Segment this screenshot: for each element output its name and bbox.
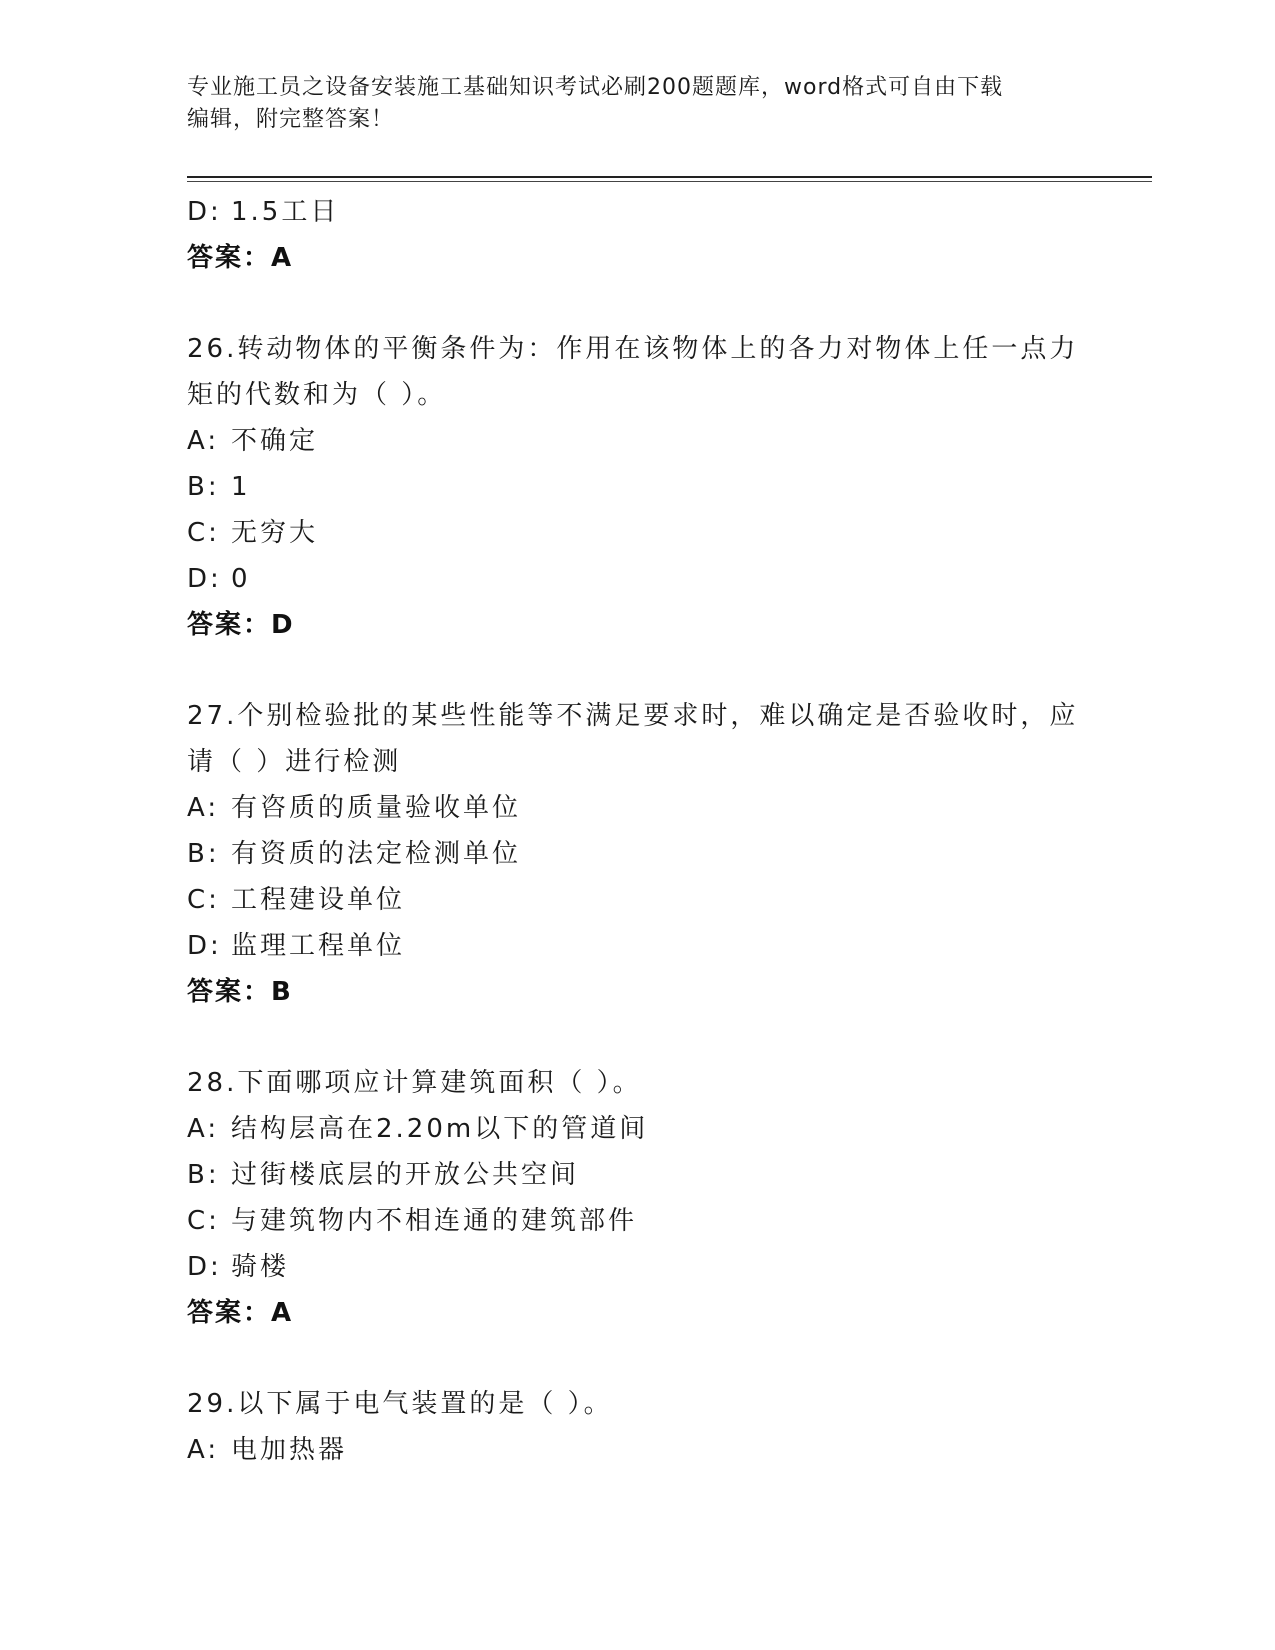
option-key: D: [187,564,222,594]
option-b [187,464,1087,510]
option-c [187,510,1087,556]
option-key: B: [187,839,220,869]
question-27 [187,693,1087,1015]
option-key: D: [187,197,222,227]
option-key: A: [187,1114,220,1144]
question-stem-line: 26.转动物体的平衡条件为：作用在该物体上的各力对物体上任一点力 [187,334,1079,364]
option-b [187,831,1087,877]
option-text: 有资质的法定检测单位 [231,839,522,869]
option-key: B: [187,472,220,502]
answer-line: 答案：B [187,977,293,1007]
header-line-1: 专业施工员之设备安装施工基础知识考试必刷200题题库，word格式可自由下载 [187,75,1004,100]
option-key: D: [187,1252,222,1282]
option-text: 监理工程单位 [231,931,406,961]
option-a [187,1106,1087,1152]
header-divider-thick [187,176,1152,178]
option-a [187,418,1087,464]
option-key: A: [187,1435,220,1465]
option-c [187,877,1087,923]
option-d [187,189,1087,235]
option-d [187,1244,1087,1290]
option-text: 无穷大 [231,518,319,548]
question-29 [187,1381,1087,1473]
answer-line: 答案：A [187,243,294,273]
question-stem-line: 请（ ）进行检测 [187,747,402,777]
header-divider-thin [187,181,1152,182]
option-c [187,1198,1087,1244]
question-stem-line: 27.个别检验批的某些性能等不满足要求时，难以确定是否验收时，应 [187,701,1079,731]
option-a [187,785,1087,831]
option-text: 0 [231,564,251,594]
option-b [187,1152,1087,1198]
option-text: 骑楼 [231,1252,290,1282]
option-key: C: [187,518,220,548]
option-text: 结构层高在2.20m以下的管道间 [231,1114,649,1144]
option-d [187,923,1087,969]
option-key: A: [187,793,220,823]
document-header [187,72,1067,136]
option-key: A: [187,426,220,456]
answer-line: 答案：A [187,1298,294,1328]
option-text: 1 [231,472,251,502]
option-text: 不确定 [231,426,319,456]
question-stem-line: 28.下面哪项应计算建筑面积（ ）。 [187,1068,642,1098]
question-list [187,189,1087,1473]
option-key: C: [187,885,220,915]
option-text: 电加热器 [231,1435,348,1465]
option-key: D: [187,931,222,961]
option-a [187,1427,1087,1473]
question-stem-line: 矩的代数和为（ ）。 [187,380,447,410]
option-d [187,556,1087,602]
answer-line: 答案：D [187,610,295,640]
option-text: 有咨质的质量验收单位 [231,793,522,823]
option-key: B: [187,1160,220,1190]
option-text: 与建筑物内不相连通的建筑部件 [231,1206,638,1236]
question-stem-line: 29.以下属于电气装置的是（ ）。 [187,1389,613,1419]
header-line-2: 编辑，附完整答案！ [187,107,395,132]
option-text: 1.5工日 [231,197,340,227]
option-key: C: [187,1206,220,1236]
question-28 [187,1060,1087,1336]
option-text: 过街楼底层的开放公共空间 [231,1160,580,1190]
option-text: 工程建设单位 [231,885,406,915]
question-26 [187,326,1087,648]
